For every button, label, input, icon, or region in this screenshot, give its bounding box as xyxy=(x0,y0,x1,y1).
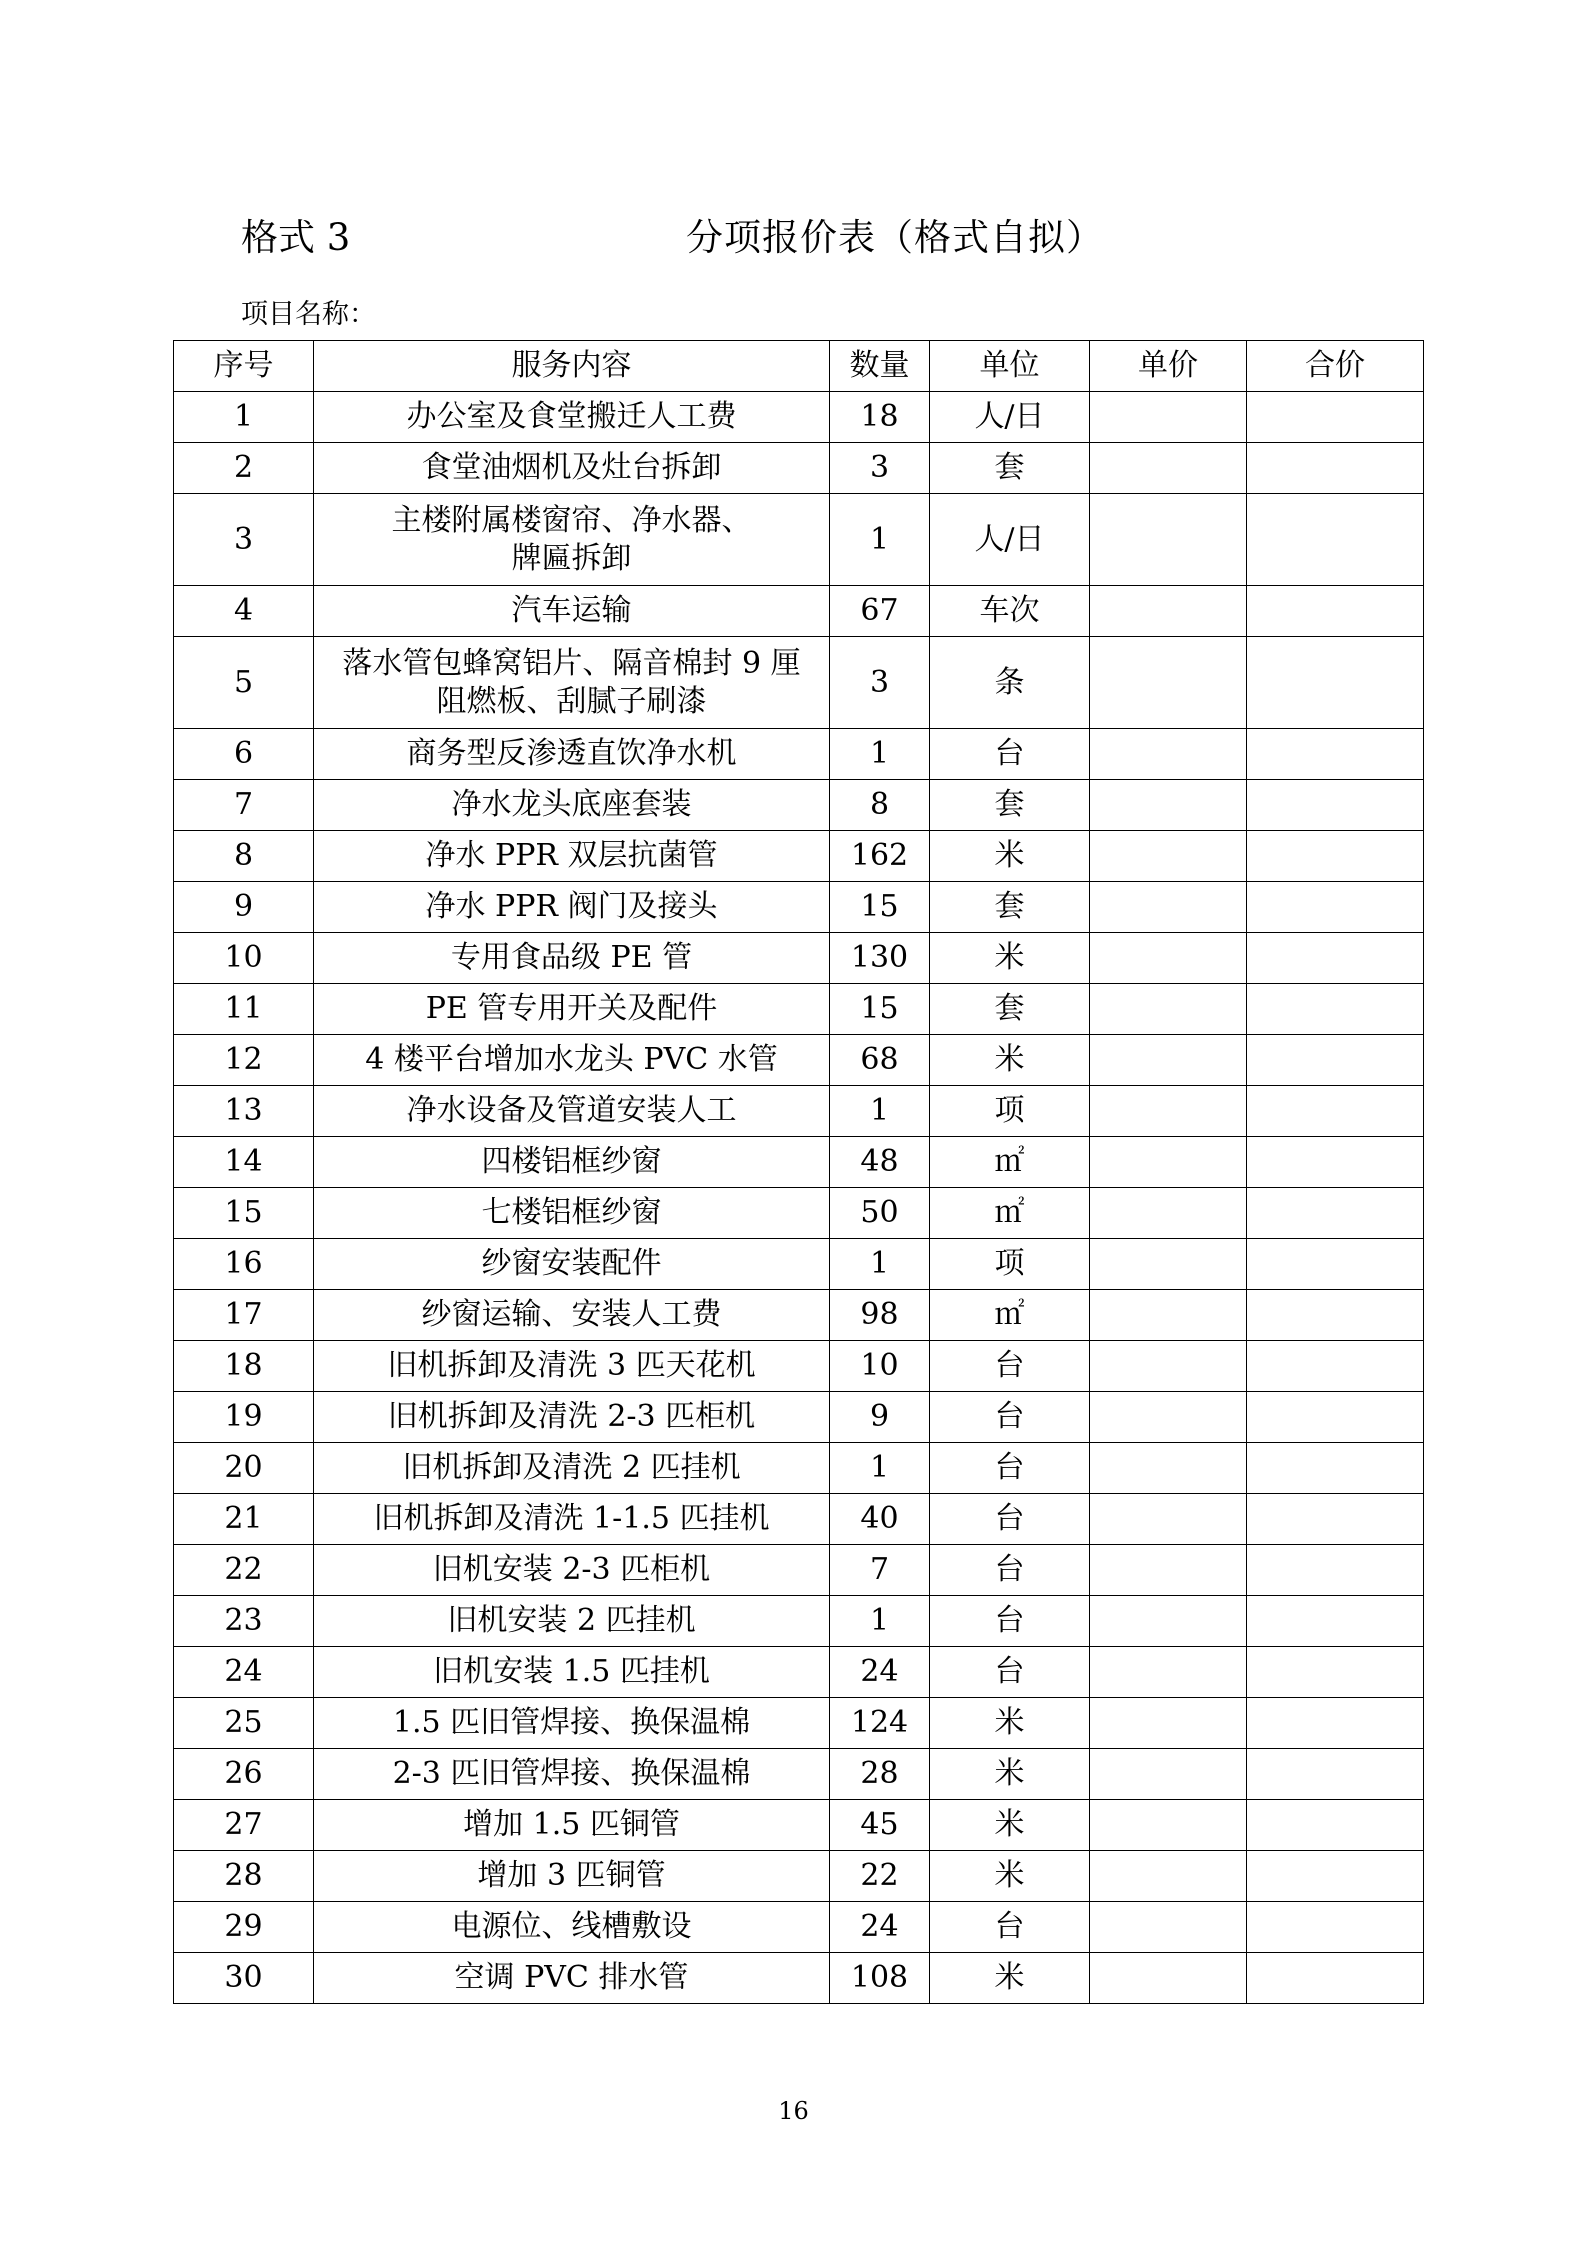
row-serial-number: 16 xyxy=(174,1239,314,1290)
row-unit: 项 xyxy=(930,1086,1090,1137)
row-quantity: 1 xyxy=(830,1596,930,1647)
row-service-content: 七楼铝框纱窗 xyxy=(314,1188,830,1239)
row-unit-price xyxy=(1090,729,1247,780)
row-total-price xyxy=(1247,494,1424,586)
row-unit-price xyxy=(1090,984,1247,1035)
row-total-price xyxy=(1247,1392,1424,1443)
row-unit-price xyxy=(1090,1902,1247,1953)
row-quantity: 15 xyxy=(830,882,930,933)
header-quantity: 数量 xyxy=(830,341,930,392)
table-row xyxy=(174,1443,1424,1494)
row-unit: 套 xyxy=(930,984,1090,1035)
table-row xyxy=(174,1188,1424,1239)
row-total-price xyxy=(1247,882,1424,933)
row-unit-price xyxy=(1090,1188,1247,1239)
table-row xyxy=(174,882,1424,933)
row-unit-price xyxy=(1090,1239,1247,1290)
row-quantity: 8 xyxy=(830,780,930,831)
row-quantity: 22 xyxy=(830,1851,930,1902)
page-number: 16 xyxy=(778,2097,809,2125)
row-service-content: 纱窗运输、安装人工费 xyxy=(314,1290,830,1341)
table-row xyxy=(174,1647,1424,1698)
row-unit: 米 xyxy=(930,1698,1090,1749)
row-service-content: 旧机安装 2-3 匹柜机 xyxy=(314,1545,830,1596)
row-unit: 台 xyxy=(930,1494,1090,1545)
row-total-price xyxy=(1247,1647,1424,1698)
row-unit-price xyxy=(1090,494,1247,586)
row-unit: 米 xyxy=(930,933,1090,984)
row-quantity: 40 xyxy=(830,1494,930,1545)
row-serial-number: 30 xyxy=(174,1953,314,2004)
row-quantity: 28 xyxy=(830,1749,930,1800)
row-unit-price xyxy=(1090,392,1247,443)
row-unit-price xyxy=(1090,1800,1247,1851)
row-quantity: 50 xyxy=(830,1188,930,1239)
row-quantity: 1 xyxy=(830,1443,930,1494)
row-serial-number: 10 xyxy=(174,933,314,984)
row-serial-number: 4 xyxy=(174,586,314,637)
row-serial-number: 26 xyxy=(174,1749,314,1800)
row-serial-number: 6 xyxy=(174,729,314,780)
row-quantity: 9 xyxy=(830,1392,930,1443)
row-quantity: 3 xyxy=(830,637,930,729)
row-unit-price xyxy=(1090,882,1247,933)
row-total-price xyxy=(1247,1494,1424,1545)
row-serial-number: 15 xyxy=(174,1188,314,1239)
project-name-label: 项目名称： xyxy=(241,299,376,330)
row-unit-price xyxy=(1090,780,1247,831)
row-unit-price xyxy=(1090,1443,1247,1494)
row-unit-price xyxy=(1090,933,1247,984)
row-service-content: 四楼铝框纱窗 xyxy=(314,1137,830,1188)
row-service-content: 汽车运输 xyxy=(314,586,830,637)
row-quantity: 1 xyxy=(830,1239,930,1290)
row-unit-price xyxy=(1090,1341,1247,1392)
row-unit-price xyxy=(1090,1086,1247,1137)
row-total-price xyxy=(1247,392,1424,443)
row-service-content: 净水龙头底座套装 xyxy=(314,780,830,831)
row-serial-number: 9 xyxy=(174,882,314,933)
row-unit-price xyxy=(1090,1647,1247,1698)
table-header-row xyxy=(174,341,1424,392)
row-total-price xyxy=(1247,1851,1424,1902)
table-row xyxy=(174,1137,1424,1188)
row-unit: 米 xyxy=(930,1953,1090,2004)
table-row xyxy=(174,1086,1424,1137)
row-total-price xyxy=(1247,586,1424,637)
row-unit: 套 xyxy=(930,780,1090,831)
table-row xyxy=(174,1953,1424,2004)
row-unit-price xyxy=(1090,1392,1247,1443)
row-unit: 项 xyxy=(930,1239,1090,1290)
row-unit: ㎡ xyxy=(930,1290,1090,1341)
row-unit: 米 xyxy=(930,1851,1090,1902)
row-unit: 台 xyxy=(930,1341,1090,1392)
table-row xyxy=(174,1851,1424,1902)
table-row xyxy=(174,1596,1424,1647)
table-row xyxy=(174,1749,1424,1800)
row-total-price xyxy=(1247,1596,1424,1647)
row-serial-number: 7 xyxy=(174,780,314,831)
row-service-content: 增加 3 匹铜管 xyxy=(314,1851,830,1902)
row-serial-number: 5 xyxy=(174,637,314,729)
row-total-price xyxy=(1247,443,1424,494)
table-row xyxy=(174,586,1424,637)
row-unit-price xyxy=(1090,443,1247,494)
table-row xyxy=(174,729,1424,780)
row-serial-number: 11 xyxy=(174,984,314,1035)
row-quantity: 45 xyxy=(830,1800,930,1851)
format-label: 格式 3 xyxy=(241,216,351,259)
table-body xyxy=(174,392,1424,2004)
row-service-content: 商务型反渗透直饮净水机 xyxy=(314,729,830,780)
row-total-price xyxy=(1247,1545,1424,1596)
row-total-price xyxy=(1247,637,1424,729)
row-service-content: 纱窗安装配件 xyxy=(314,1239,830,1290)
header-unit-price: 单价 xyxy=(1090,341,1247,392)
row-service-content: 食堂油烟机及灶台拆卸 xyxy=(314,443,830,494)
table-row xyxy=(174,637,1424,729)
page-title: 分项报价表（格式自拟） xyxy=(686,216,1104,259)
row-unit: 台 xyxy=(930,1596,1090,1647)
row-unit-price xyxy=(1090,831,1247,882)
row-total-price xyxy=(1247,1188,1424,1239)
row-quantity: 18 xyxy=(830,392,930,443)
row-unit: 米 xyxy=(930,831,1090,882)
row-serial-number: 1 xyxy=(174,392,314,443)
row-serial-number: 2 xyxy=(174,443,314,494)
table-row xyxy=(174,831,1424,882)
row-service-content: 旧机安装 2 匹挂机 xyxy=(314,1596,830,1647)
row-unit-price xyxy=(1090,1545,1247,1596)
row-unit-price xyxy=(1090,1290,1247,1341)
table-row xyxy=(174,933,1424,984)
row-total-price xyxy=(1247,1800,1424,1851)
row-unit-price xyxy=(1090,1698,1247,1749)
row-total-price xyxy=(1247,1902,1424,1953)
table-row xyxy=(174,984,1424,1035)
row-serial-number: 22 xyxy=(174,1545,314,1596)
table-row xyxy=(174,1494,1424,1545)
row-quantity: 98 xyxy=(830,1290,930,1341)
row-unit-price xyxy=(1090,1494,1247,1545)
row-total-price xyxy=(1247,1239,1424,1290)
row-unit: 台 xyxy=(930,729,1090,780)
row-total-price xyxy=(1247,1035,1424,1086)
row-service-content: 落水管包蜂窝铝片、隔音棉封 9 厘 阻燃板、刮腻子刷漆 xyxy=(314,637,830,729)
row-total-price xyxy=(1247,1749,1424,1800)
row-unit: 台 xyxy=(930,1545,1090,1596)
row-service-content: 旧机安装 1.5 匹挂机 xyxy=(314,1647,830,1698)
row-unit: 米 xyxy=(930,1800,1090,1851)
row-serial-number: 3 xyxy=(174,494,314,586)
row-service-content: 1.5 匹旧管焊接、换保温棉 xyxy=(314,1698,830,1749)
row-service-content: 净水设备及管道安装人工 xyxy=(314,1086,830,1137)
row-quantity: 7 xyxy=(830,1545,930,1596)
row-serial-number: 28 xyxy=(174,1851,314,1902)
table-row xyxy=(174,1239,1424,1290)
header-service-content: 服务内容 xyxy=(314,341,830,392)
table-row xyxy=(174,1290,1424,1341)
row-unit: 人/日 xyxy=(930,494,1090,586)
row-serial-number: 25 xyxy=(174,1698,314,1749)
row-quantity: 48 xyxy=(830,1137,930,1188)
row-total-price xyxy=(1247,729,1424,780)
row-service-content: 旧机拆卸及清洗 3 匹天花机 xyxy=(314,1341,830,1392)
row-service-content: 专用食品级 PE 管 xyxy=(314,933,830,984)
row-total-price xyxy=(1247,1086,1424,1137)
table-row xyxy=(174,494,1424,586)
row-quantity: 130 xyxy=(830,933,930,984)
row-service-content: 旧机拆卸及清洗 2 匹挂机 xyxy=(314,1443,830,1494)
table-row xyxy=(174,392,1424,443)
row-unit-price xyxy=(1090,1035,1247,1086)
row-serial-number: 14 xyxy=(174,1137,314,1188)
table-row xyxy=(174,780,1424,831)
row-total-price xyxy=(1247,933,1424,984)
row-quantity: 108 xyxy=(830,1953,930,2004)
row-unit: 米 xyxy=(930,1749,1090,1800)
table-row xyxy=(174,443,1424,494)
row-serial-number: 27 xyxy=(174,1800,314,1851)
row-unit: ㎡ xyxy=(930,1188,1090,1239)
row-unit: 条 xyxy=(930,637,1090,729)
row-unit: ㎡ xyxy=(930,1137,1090,1188)
row-service-content: 办公室及食堂搬迁人工费 xyxy=(314,392,830,443)
row-quantity: 1 xyxy=(830,1086,930,1137)
table-row xyxy=(174,1545,1424,1596)
row-total-price xyxy=(1247,1698,1424,1749)
row-service-content: 净水 PPR 阀门及接头 xyxy=(314,882,830,933)
row-quantity: 10 xyxy=(830,1341,930,1392)
row-quantity: 15 xyxy=(830,984,930,1035)
row-total-price xyxy=(1247,780,1424,831)
row-unit: 套 xyxy=(930,882,1090,933)
row-quantity: 124 xyxy=(830,1698,930,1749)
row-serial-number: 19 xyxy=(174,1392,314,1443)
row-total-price xyxy=(1247,1137,1424,1188)
row-unit-price xyxy=(1090,1137,1247,1188)
table-row xyxy=(174,1800,1424,1851)
row-serial-number: 21 xyxy=(174,1494,314,1545)
row-quantity: 68 xyxy=(830,1035,930,1086)
row-serial-number: 18 xyxy=(174,1341,314,1392)
row-service-content: 旧机拆卸及清洗 2-3 匹柜机 xyxy=(314,1392,830,1443)
row-unit: 人/日 xyxy=(930,392,1090,443)
header-serial-number: 序号 xyxy=(174,341,314,392)
row-unit-price xyxy=(1090,1851,1247,1902)
row-unit: 台 xyxy=(930,1443,1090,1494)
table-row xyxy=(174,1392,1424,1443)
row-unit: 台 xyxy=(930,1902,1090,1953)
row-unit-price xyxy=(1090,1749,1247,1800)
row-quantity: 67 xyxy=(830,586,930,637)
row-unit-price xyxy=(1090,1953,1247,2004)
row-service-content: 增加 1.5 匹铜管 xyxy=(314,1800,830,1851)
row-service-content: 2-3 匹旧管焊接、换保温棉 xyxy=(314,1749,830,1800)
row-unit-price xyxy=(1090,637,1247,729)
row-unit: 台 xyxy=(930,1647,1090,1698)
row-serial-number: 17 xyxy=(174,1290,314,1341)
itemized-quote-table xyxy=(173,340,1424,2004)
row-service-content: 主楼附属楼窗帘、净水器、 牌匾拆卸 xyxy=(314,494,830,586)
row-serial-number: 12 xyxy=(174,1035,314,1086)
row-quantity: 24 xyxy=(830,1902,930,1953)
row-unit-price xyxy=(1090,586,1247,637)
row-total-price xyxy=(1247,1290,1424,1341)
row-serial-number: 23 xyxy=(174,1596,314,1647)
header-unit: 单位 xyxy=(930,341,1090,392)
row-serial-number: 13 xyxy=(174,1086,314,1137)
row-unit: 车次 xyxy=(930,586,1090,637)
table-row xyxy=(174,1341,1424,1392)
row-service-content: 4 楼平台增加水龙头 PVC 水管 xyxy=(314,1035,830,1086)
row-quantity: 24 xyxy=(830,1647,930,1698)
row-unit-price xyxy=(1090,1596,1247,1647)
row-serial-number: 20 xyxy=(174,1443,314,1494)
row-unit: 台 xyxy=(930,1392,1090,1443)
row-total-price xyxy=(1247,1341,1424,1392)
row-serial-number: 29 xyxy=(174,1902,314,1953)
row-service-content: 净水 PPR 双层抗菌管 xyxy=(314,831,830,882)
row-total-price xyxy=(1247,984,1424,1035)
row-service-content: 电源位、线槽敷设 xyxy=(314,1902,830,1953)
row-total-price xyxy=(1247,1953,1424,2004)
row-quantity: 162 xyxy=(830,831,930,882)
row-serial-number: 24 xyxy=(174,1647,314,1698)
row-serial-number: 8 xyxy=(174,831,314,882)
row-quantity: 1 xyxy=(830,729,930,780)
row-unit: 米 xyxy=(930,1035,1090,1086)
table-row xyxy=(174,1035,1424,1086)
row-quantity: 3 xyxy=(830,443,930,494)
row-quantity: 1 xyxy=(830,494,930,586)
row-total-price xyxy=(1247,831,1424,882)
row-service-content: PE 管专用开关及配件 xyxy=(314,984,830,1035)
row-service-content: 旧机拆卸及清洗 1-1.5 匹挂机 xyxy=(314,1494,830,1545)
table-row xyxy=(174,1902,1424,1953)
table-row xyxy=(174,1698,1424,1749)
row-service-content: 空调 PVC 排水管 xyxy=(314,1953,830,2004)
header-total-price: 合价 xyxy=(1247,341,1424,392)
row-total-price xyxy=(1247,1443,1424,1494)
row-unit: 套 xyxy=(930,443,1090,494)
